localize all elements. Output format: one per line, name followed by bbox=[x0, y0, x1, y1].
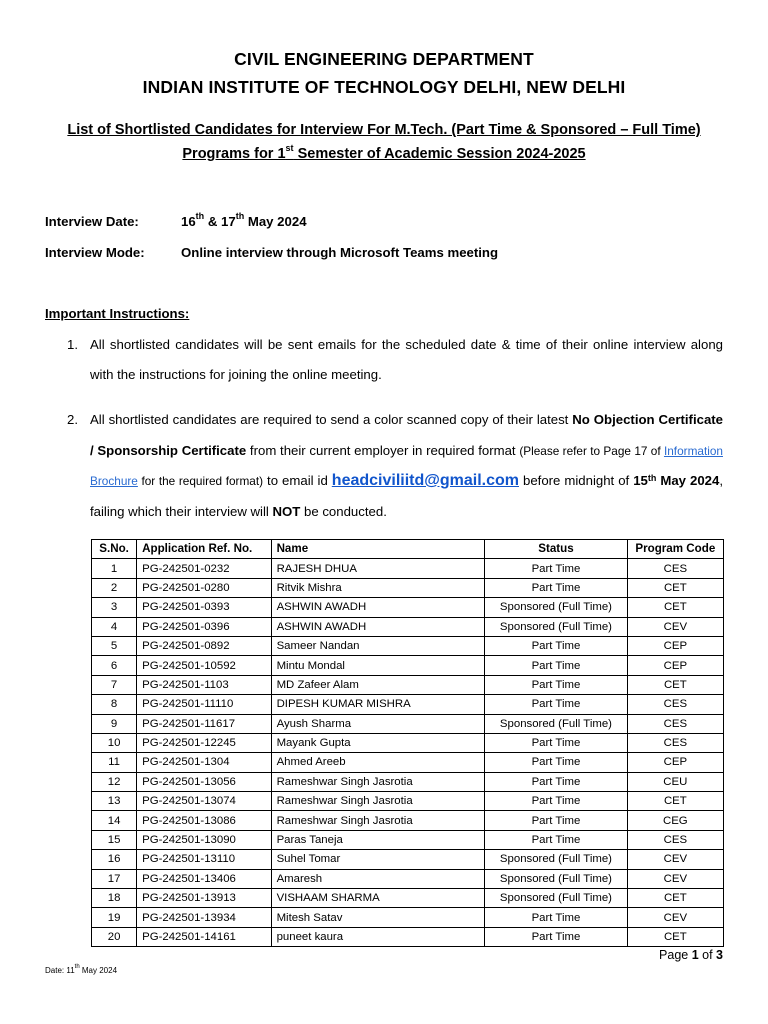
cell-status: Part Time bbox=[485, 772, 627, 791]
cell-name: VISHAAM SHARMA bbox=[271, 889, 485, 908]
instruction-1-text: All shortlisted candidates will be sent emails for the scheduled date & time of their online interview along with the instructions for joining the online meeting. bbox=[90, 337, 723, 382]
cell-status: Sponsored (Full Time) bbox=[485, 850, 627, 869]
cell-name: Sameer Nandan bbox=[271, 636, 485, 655]
cell-application-ref: PG-242501-14161 bbox=[137, 927, 271, 946]
table-row bbox=[92, 617, 724, 636]
cell-status: Part Time bbox=[485, 578, 627, 597]
cell-status: Part Time bbox=[485, 636, 627, 655]
cell-status: Part Time bbox=[485, 792, 627, 811]
cell-program-code: CES bbox=[627, 733, 723, 752]
cell-name: Amaresh bbox=[271, 869, 485, 888]
table-row bbox=[92, 908, 724, 927]
table-row bbox=[92, 636, 724, 655]
cell-name: ASHWIN AWADH bbox=[271, 617, 485, 636]
cell-name: Ritvik Mishra bbox=[271, 578, 485, 597]
cell-program-code: CES bbox=[627, 559, 723, 578]
cell-name: Rameshwar Singh Jasrotia bbox=[271, 792, 485, 811]
cell-program-code: CEV bbox=[627, 869, 723, 888]
cell-program-code: CET bbox=[627, 889, 723, 908]
cell-sno: 1 bbox=[92, 559, 137, 578]
cell-sno: 14 bbox=[92, 811, 137, 830]
table-row bbox=[92, 869, 724, 888]
table-row bbox=[92, 889, 724, 908]
interview-date-label: Interview Date: bbox=[45, 214, 139, 229]
cell-program-code: CET bbox=[627, 598, 723, 617]
cell-sno: 6 bbox=[92, 656, 137, 675]
cell-name: Rameshwar Singh Jasrotia bbox=[271, 772, 485, 791]
cell-name: Mitesh Satav bbox=[271, 908, 485, 927]
cell-sno: 9 bbox=[92, 714, 137, 733]
cell-application-ref: PG-242501-13913 bbox=[137, 889, 271, 908]
cell-program-code: CES bbox=[627, 714, 723, 733]
cell-name: DIPESH KUMAR MISHRA bbox=[271, 695, 485, 714]
table-row bbox=[92, 811, 724, 830]
cell-sno: 10 bbox=[92, 733, 137, 752]
table-row bbox=[92, 559, 724, 578]
cell-application-ref: PG-242501-13056 bbox=[137, 772, 271, 791]
interview-date-value: 16th & 17th May 2024 bbox=[181, 211, 307, 229]
cell-program-code: CEV bbox=[627, 908, 723, 927]
cell-sno: 16 bbox=[92, 850, 137, 869]
cell-status: Sponsored (Full Time) bbox=[485, 617, 627, 636]
cell-status: Part Time bbox=[485, 559, 627, 578]
cell-program-code: CEV bbox=[627, 850, 723, 869]
cell-status: Sponsored (Full Time) bbox=[485, 889, 627, 908]
cell-status: Part Time bbox=[485, 811, 627, 830]
cell-application-ref: PG-242501-0280 bbox=[137, 578, 271, 597]
list-title-line1: List of Shortlisted Candidates for Interview For M.Tech. (Part Time & Sponsored – Full Time) bbox=[67, 122, 701, 138]
cell-application-ref: PG-242501-12245 bbox=[137, 733, 271, 752]
header-sno: S.No. bbox=[92, 540, 137, 559]
cell-name: Ahmed Areeb bbox=[271, 753, 485, 772]
cell-name: RAJESH DHUA bbox=[271, 559, 485, 578]
cell-program-code: CET bbox=[627, 675, 723, 694]
cell-name: puneet kaura bbox=[271, 927, 485, 946]
cell-name: Rameshwar Singh Jasrotia bbox=[271, 811, 485, 830]
instruction-2-text: All shortlisted candidates are required to send a color scanned copy of their latest No Objection Certificate / Sponsorship Certificate from their current employer in required format (Please refer to Page 17 of Information Brochure for the required format) to email id headciviliitd@gmail.com before midnight of 15th May 2024, failing which their interview will NOT be conducted. bbox=[90, 412, 724, 519]
table-row bbox=[92, 850, 724, 869]
cell-sno: 4 bbox=[92, 617, 137, 636]
cell-program-code: CEP bbox=[627, 656, 723, 675]
information-brochure-link[interactable]: Information Brochure bbox=[90, 443, 723, 488]
cell-status: Part Time bbox=[485, 656, 627, 675]
institute-title: INDIAN INSTITUTE OF TECHNOLOGY DELHI, NEW DELHI bbox=[142, 77, 626, 97]
header-status: Status bbox=[485, 540, 627, 559]
cell-sno: 15 bbox=[92, 830, 137, 849]
cell-program-code: CEG bbox=[627, 811, 723, 830]
cell-application-ref: PG-242501-13110 bbox=[137, 850, 271, 869]
cell-program-code: CEP bbox=[627, 636, 723, 655]
cell-sno: 13 bbox=[92, 792, 137, 811]
table-row bbox=[92, 675, 724, 694]
header-name: Name bbox=[271, 540, 485, 559]
table-row bbox=[92, 830, 724, 849]
cell-program-code: CES bbox=[627, 695, 723, 714]
cell-program-code: CET bbox=[627, 792, 723, 811]
instructions-heading: Important Instructions: bbox=[45, 306, 190, 321]
table-row bbox=[92, 598, 724, 617]
cell-status: Part Time bbox=[485, 753, 627, 772]
cell-sno: 3 bbox=[92, 598, 137, 617]
cell-application-ref: PG-242501-0393 bbox=[137, 598, 271, 617]
cell-name: Mintu Mondal bbox=[271, 656, 485, 675]
department-title: CIVIL ENGINEERING DEPARTMENT bbox=[234, 49, 534, 69]
table-row bbox=[92, 753, 724, 772]
cell-application-ref: PG-242501-0232 bbox=[137, 559, 271, 578]
cell-sno: 7 bbox=[92, 675, 137, 694]
cell-sno: 2 bbox=[92, 578, 137, 597]
table-row bbox=[92, 656, 724, 675]
instruction-1-number: 1. bbox=[67, 337, 78, 352]
cell-name: Mayank Gupta bbox=[271, 733, 485, 752]
cell-status: Part Time bbox=[485, 695, 627, 714]
cell-application-ref: PG-242501-13090 bbox=[137, 830, 271, 849]
cell-status: Part Time bbox=[485, 908, 627, 927]
cell-sno: 20 bbox=[92, 927, 137, 946]
table-header-row bbox=[92, 540, 724, 559]
header-program-code: Program Code bbox=[627, 540, 723, 559]
table-row bbox=[92, 792, 724, 811]
cell-program-code: CEU bbox=[627, 772, 723, 791]
table-row bbox=[92, 714, 724, 733]
cell-sno: 17 bbox=[92, 869, 137, 888]
table-row bbox=[92, 733, 724, 752]
document-date: Date: 11th May 2024 bbox=[45, 964, 118, 975]
cell-sno: 18 bbox=[92, 889, 137, 908]
cell-program-code: CET bbox=[627, 927, 723, 946]
cell-application-ref: PG-242501-13934 bbox=[137, 908, 271, 927]
header-application-ref: Application Ref. No. bbox=[137, 540, 271, 559]
cell-sno: 12 bbox=[92, 772, 137, 791]
cell-name: Ayush Sharma bbox=[271, 714, 485, 733]
email-link[interactable]: headciviliitd@gmail.com bbox=[331, 472, 519, 489]
interview-mode-value: Online interview through Microsoft Teams meeting bbox=[181, 245, 499, 260]
interview-mode-label: Interview Mode: bbox=[45, 245, 145, 260]
table-row bbox=[92, 578, 724, 597]
cell-sno: 8 bbox=[92, 695, 137, 714]
table-row bbox=[92, 927, 724, 946]
list-title-line2: Programs for 1st Semester of Academic Session 2024-2025 bbox=[182, 143, 586, 162]
cell-name: Paras Taneja bbox=[271, 830, 485, 849]
instruction-2-number: 2. bbox=[67, 412, 78, 427]
cell-name: ASHWIN AWADH bbox=[271, 598, 485, 617]
cell-application-ref: PG-242501-11617 bbox=[137, 714, 271, 733]
cell-sno: 19 bbox=[92, 908, 137, 927]
cell-application-ref: PG-242501-13406 bbox=[137, 869, 271, 888]
cell-application-ref: PG-242501-13074 bbox=[137, 792, 271, 811]
cell-name: MD Zafeer Alam bbox=[271, 675, 485, 694]
cell-program-code: CEP bbox=[627, 753, 723, 772]
cell-program-code: CEV bbox=[627, 617, 723, 636]
cell-status: Part Time bbox=[485, 927, 627, 946]
cell-program-code: CET bbox=[627, 578, 723, 597]
cell-status: Part Time bbox=[485, 675, 627, 694]
cell-sno: 11 bbox=[92, 753, 137, 772]
cell-application-ref: PG-242501-1103 bbox=[137, 675, 271, 694]
cell-name: Suhel Tomar bbox=[271, 850, 485, 869]
cell-application-ref: PG-242501-10592 bbox=[137, 656, 271, 675]
table-row bbox=[92, 772, 724, 791]
cell-application-ref: PG-242501-0892 bbox=[137, 636, 271, 655]
table-row bbox=[92, 695, 724, 714]
cell-status: Sponsored (Full Time) bbox=[485, 598, 627, 617]
cell-status: Sponsored (Full Time) bbox=[485, 714, 627, 733]
cell-application-ref: PG-242501-1304 bbox=[137, 753, 271, 772]
cell-application-ref: PG-242501-11110 bbox=[137, 695, 271, 714]
cell-application-ref: PG-242501-0396 bbox=[137, 617, 271, 636]
cell-status: Sponsored (Full Time) bbox=[485, 869, 627, 888]
cell-program-code: CES bbox=[627, 830, 723, 849]
cell-sno: 5 bbox=[92, 636, 137, 655]
page-number: Page 1 of 3 bbox=[659, 948, 723, 962]
cell-application-ref: PG-242501-13086 bbox=[137, 811, 271, 830]
cell-status: Part Time bbox=[485, 830, 627, 849]
cell-status: Part Time bbox=[485, 733, 627, 752]
shortlisted-candidates-table bbox=[91, 539, 724, 947]
